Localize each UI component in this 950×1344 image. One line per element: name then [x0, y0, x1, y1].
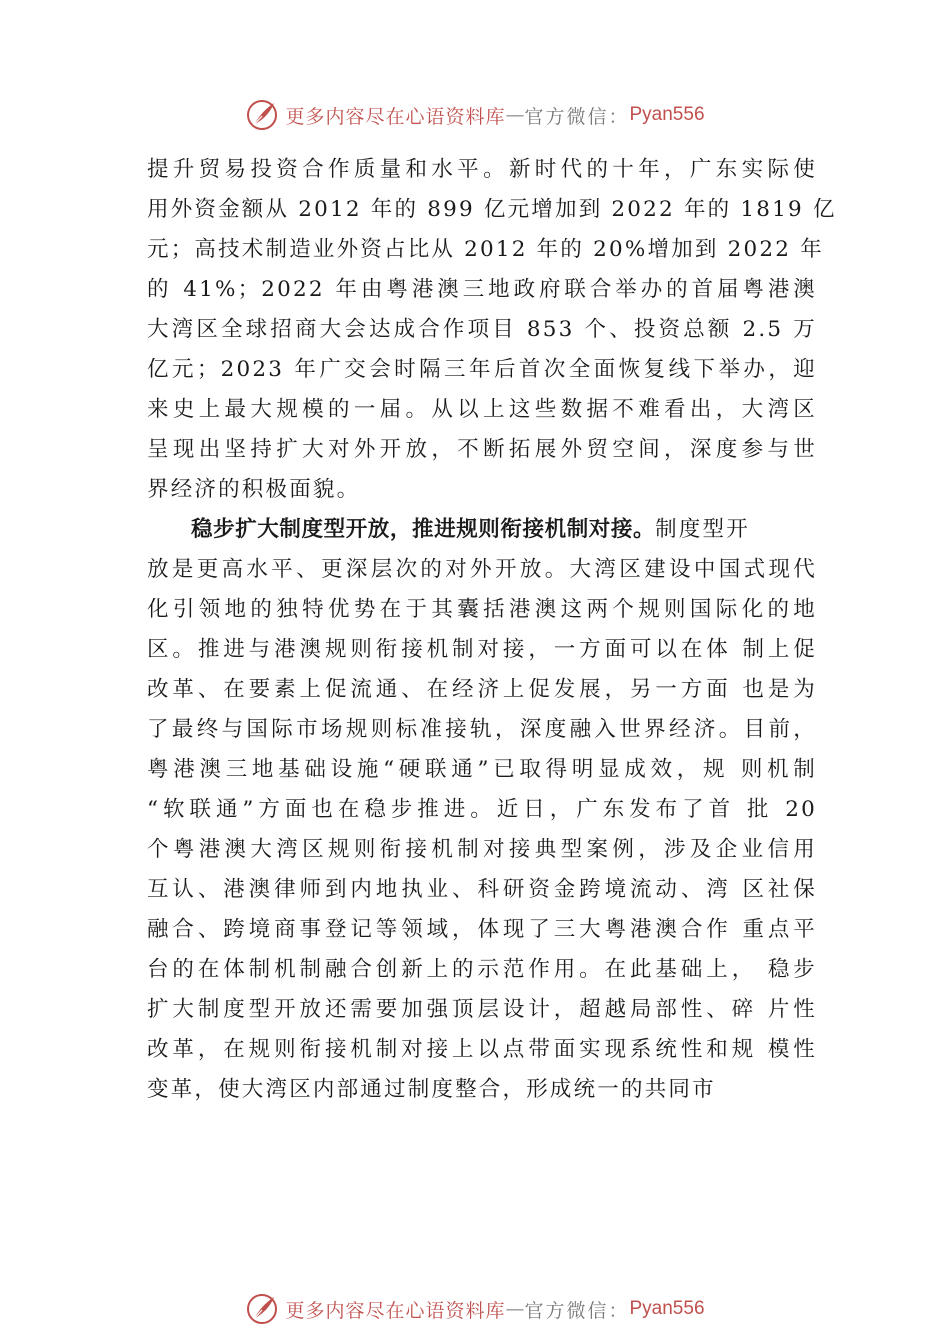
- text-line: 化引领地的独特优势在于其囊括港澳这两个规则国际化的地: [147, 597, 817, 622]
- text-line: 的 41%；2022 年由粤港澳三地政府联合举办的首届粤港澳: [147, 277, 817, 302]
- watermark-brand: 更多内容尽在心语资料库: [285, 1299, 506, 1322]
- text-line: 台的在体制机制融合创新上的示范作用。在此基础上， 稳步: [147, 957, 817, 982]
- watermark-wechat-id: Pyan556: [629, 104, 705, 125]
- paragraph-2: [147, 510, 817, 1110]
- text-line: 界经济的积极面貌。: [147, 477, 361, 502]
- text-line: 放是更高水平、更深层次的对外开放。大湾区建设中国式现代: [147, 557, 817, 582]
- text-line: 改革、在要素上促流通、在经济上促发展，另一方面 也是为: [147, 677, 817, 702]
- text-line: 个粤港澳大湾区规则衔接机制对接典型案例，涉及企业信用: [147, 837, 817, 862]
- text-line-first: [147, 510, 817, 550]
- text-line: 融合、跨境商事登记等领域，体现了三大粤港澳合作 重点平: [147, 917, 817, 942]
- text-line: 来史上最大规模的一届。从以上这些数据不难看出，大湾区: [147, 397, 817, 422]
- paragraph-1: [147, 150, 837, 510]
- text-line: 互认、港澳律师到内地执业、科研资金跨境流动、湾 区社保: [147, 877, 817, 902]
- watermark-footer: [0, 1291, 950, 1327]
- text-line: 了最终与国际市场规则标准接轨，深度融入世界经济。目前，: [147, 717, 817, 742]
- text-line: 扩大制度型开放还需要加强顶层设计，超越局部性、碎 片性: [147, 997, 817, 1022]
- text-line: 粤港澳三地基础设施“硬联通”已取得明显成效，规 则机制: [147, 757, 817, 782]
- watermark-brand: 更多内容尽在心语资料库: [285, 105, 506, 128]
- watermark-header: [0, 97, 950, 133]
- text-line: 变革，使大湾区内部通过制度整合，形成统一的共同市: [147, 1077, 716, 1102]
- watermark-dash: —: [505, 104, 525, 126]
- paragraph-heading: 稳步扩大制度型开放，推进规则衔接机制对接。: [191, 517, 656, 542]
- text-line: 元；高技术制造业外资占比从 2012 年的 20%增加到 2022 年: [147, 237, 824, 262]
- watermark-dash: —: [505, 1298, 525, 1320]
- text-line: 改革，在规则衔接机制对接上以点带面实现系统性和规 模性: [147, 1037, 817, 1062]
- watermark-wechat-id: Pyan556: [629, 1298, 705, 1319]
- quill-pen-icon: [245, 1292, 279, 1326]
- quill-pen-icon: [245, 98, 279, 132]
- watermark-label: 官方微信：: [524, 105, 630, 128]
- text-line: “软联通”方面也在稳步推进。近日，广东发布了首 批 20: [147, 797, 817, 822]
- text-line: 呈现出坚持扩大对外开放，不断拓展外贸空间，深度参与世: [147, 437, 817, 462]
- watermark-label: 官方微信：: [524, 1299, 630, 1322]
- text-line: 提升贸易投资合作质量和水平。新时代的十年，广东实际使: [147, 157, 817, 182]
- text-line: 亿元；2023 年广交会时隔三年后首次全面恢复线下举办，迎: [147, 357, 817, 382]
- text-line: 大湾区全球招商大会达成合作项目 853 个、投资总额 2.5 万: [147, 317, 817, 342]
- text-line: 用外资金额从 2012 年的 899 亿元增加到 2022 年的 1819 亿: [147, 197, 837, 222]
- document-body: [147, 150, 837, 1110]
- heading-trailing-text: 制度型开: [655, 517, 750, 542]
- text-line: 区。推进与港澳规则衔接机制对接，一方面可以在体 制上促: [147, 637, 817, 662]
